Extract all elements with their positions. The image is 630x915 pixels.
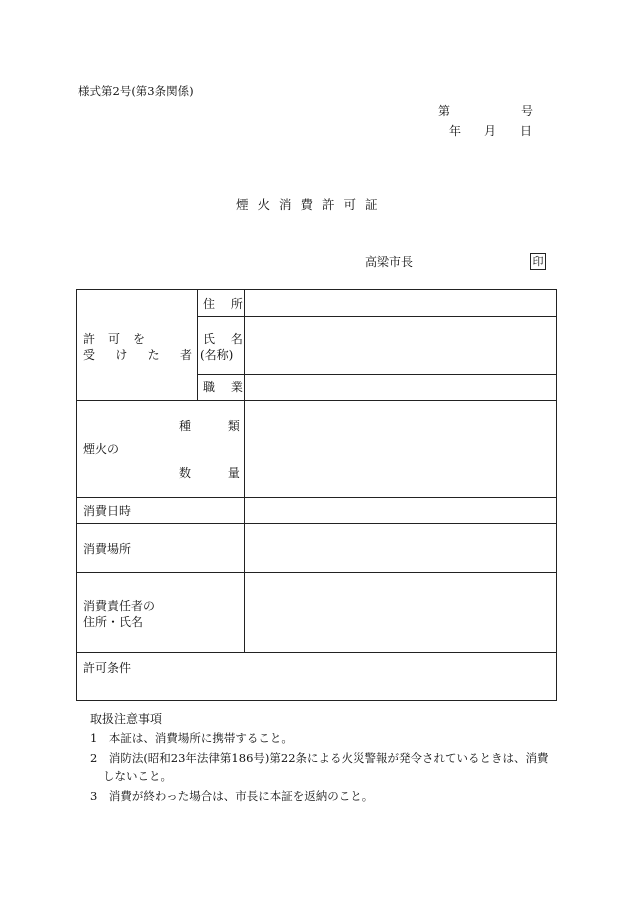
responsible-label-line1: 消費責任者の (83, 599, 156, 613)
name-note: (名称) (200, 348, 234, 362)
type-label: 種 類 (179, 419, 240, 433)
permittee-label-char: け (115, 348, 128, 362)
permit-number-suffix: 号 (521, 104, 534, 118)
date-month-label: 月 (484, 124, 497, 138)
seal-mark: 印 (530, 253, 546, 270)
permit-number-prefix: 第 (438, 104, 451, 118)
note-item-2-continued: しないこと。 (103, 769, 172, 783)
col-divider-main (244, 290, 245, 652)
row-divider-address (197, 316, 557, 317)
row-divider-responsible (77, 652, 556, 653)
quantity-label: 数 量 (179, 466, 240, 480)
note-item-1: 1 本証は、消費場所に携帯すること。 (90, 731, 293, 745)
notes-title: 取扱注意事項 (90, 712, 163, 726)
permittee-label-line1 (83, 333, 145, 345)
col-divider-permittee (197, 290, 198, 400)
datetime-label: 消費日時 (83, 504, 132, 518)
row-divider-name (197, 374, 557, 375)
occupation-label: 職 業 (203, 380, 243, 394)
permittee-label-line2 (83, 349, 192, 361)
note-item-2: 2 消防法(昭和23年法律第186号)第22条による火災警報が発令されているときは、消費 (90, 751, 549, 765)
date-year-label: 年 (449, 124, 462, 138)
row-divider-datetime (77, 523, 556, 524)
permittee-label-char: を (132, 332, 145, 346)
permittee-label-char: 許 (83, 332, 96, 346)
issuer-name: 高梁市長 (365, 255, 414, 269)
form-reference: 様式第2号(第3条関係) (78, 84, 194, 98)
note-item-3: 3 消費が終わった場合は、市長に本証を返納のこと。 (90, 789, 374, 803)
permittee-label-char: 受 (83, 348, 96, 362)
document-title: 煙火消費許可証 (236, 197, 387, 212)
permittee-label-char: た (147, 348, 160, 362)
fireworks-label: 煙火の (83, 442, 120, 456)
row-divider-place (77, 572, 556, 573)
conditions-label: 許可条件 (83, 661, 132, 675)
date-day-label: 日 (520, 124, 533, 138)
row-divider-permittee (77, 400, 556, 401)
permittee-label-char: 者 (179, 348, 192, 362)
place-label: 消費場所 (83, 542, 132, 556)
permittee-label-char: 可 (107, 332, 120, 346)
row-divider-fireworks (77, 497, 556, 498)
responsible-label-line2: 住所・氏名 (83, 615, 144, 629)
permit-table (76, 289, 557, 701)
address-label: 住 所 (203, 297, 243, 311)
name-label: 氏 名 (203, 332, 243, 346)
